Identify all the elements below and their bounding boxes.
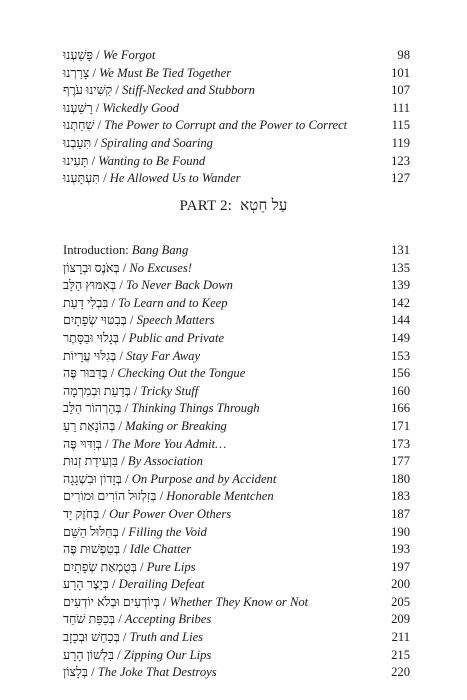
page-number: 193 (391, 542, 410, 557)
toc-entry[interactable]: בְּזָדוֹן וּבִשְׁגָגָה / On Purpose and by Accident 180 (63, 471, 410, 489)
page-number: 197 (391, 559, 410, 574)
page-number: 215 (391, 647, 410, 662)
english-title: The More You Admit… (111, 436, 227, 451)
hebrew-title: צָרַרְנוּ (63, 65, 90, 80)
hebrew-title: קִשִּׁינוּ עֹרֶף (63, 83, 113, 98)
hebrew-title: תִּעַבְנוּ (63, 135, 92, 150)
page-number: 144 (391, 313, 410, 328)
english-title: Truth and Lies (129, 630, 204, 645)
english-title: Pure Lips (146, 559, 196, 574)
hebrew-title: בְּהוֹנָאַת רֵעַ (63, 418, 116, 433)
page-number: 183 (391, 489, 410, 504)
hebrew-title: בְּאִמּוּץ הַלֵּב (63, 278, 117, 293)
toc-entry[interactable]: שִׁחַתְנוּ / The Power to Corrupt and the Power to Correct 115 (63, 117, 410, 135)
hebrew-title: בְּטֻמְאַת שְׂפָתָיִם (63, 559, 137, 574)
hebrew-title: בְּדִבּוּר פֶּה (63, 366, 108, 381)
english-title: Honorable Mentchen (166, 489, 274, 504)
part-2-hebrew: עַל חֵטְא (240, 198, 288, 214)
english-title: Stiff-Necked and Stubborn (122, 83, 255, 98)
hebrew-title: תָּעִינוּ (63, 153, 89, 168)
page-number: 166 (391, 401, 410, 416)
english-title: No Excuses! (129, 260, 192, 275)
hebrew-title: פָּשַׁעְנוּ (63, 48, 93, 62)
hebrew-title: תִּעְתָּעְנוּ (63, 171, 100, 186)
english-title: We Must Be Tied Together (99, 65, 232, 80)
hebrew-title: בְּדַעַת וּבְמִרְמָה (63, 383, 131, 398)
toc-list-part2 (63, 242, 410, 682)
hebrew-title: בְּגָלוּי וּבַסָּתֶר (63, 330, 120, 345)
page-number: 205 (391, 594, 410, 609)
page-number: 180 (391, 471, 410, 486)
page-number: 177 (391, 454, 410, 469)
english-title: We Forgot (102, 48, 156, 62)
toc-entry[interactable]: בְּהַרְהוֹר הַלֵּב / Thinking Things Through 166 (63, 400, 410, 418)
toc-entry[interactable]: בְּטֻמְאַת שְׂפָתָיִם / Pure Lips 197 (63, 559, 410, 577)
toc-entry[interactable]: תִּעְתָּעְנוּ / He Allowed Us to Wander 127 (63, 170, 410, 188)
page-number: 111 (392, 100, 410, 115)
hebrew-title: בִּבְלִי דָעַת (63, 295, 109, 310)
page-number: 209 (391, 612, 410, 627)
part-2-heading (0, 198, 467, 215)
english-title: Making or Breaking (125, 418, 227, 433)
intro-label: Introduction (63, 243, 126, 257)
toc-entry[interactable]: בְּאִמּוּץ הַלֵּב / To Never Back Down 139 (63, 277, 410, 295)
hebrew-title: בְּזִלְזוּל הוֹרִים וּמוֹרִים (63, 489, 157, 504)
toc-entry[interactable]: בְּגָלוּי וּבַסָּתֶר / Public and Private 149 (63, 330, 410, 348)
english-title: The Joke That Destroys (97, 665, 217, 680)
english-title: Our Power Over Others (109, 506, 232, 521)
english-title: Checking Out the Tongue (117, 366, 246, 381)
hebrew-title: בְּיוֹדְעִים וּבְלֹא יוֹדְעִים (63, 594, 160, 609)
hebrew-title: בְּגִלּוּי עֲרָיוֹת (63, 348, 117, 363)
page-number: 139 (391, 278, 410, 293)
page-number: 149 (391, 330, 410, 345)
toc-entry[interactable]: בְּטִפְשׁוּת פֶּה / Idle Chatter 193 (63, 541, 410, 559)
page-number: 200 (391, 577, 410, 592)
toc-entry[interactable]: בְּכַפַּת שֹׁחַד / Accepting Bribes 209 (63, 611, 410, 629)
hebrew-title: בְּכַפַּת שֹׁחַד (63, 612, 116, 627)
hebrew-title: בְּאֹנֶס וּבְרָצוֹן (63, 260, 120, 275)
english-title: He Allowed Us to Wander (109, 171, 241, 186)
english-title: Filling the Void (128, 524, 207, 539)
english-title: To Learn and to Keep (118, 295, 228, 310)
page-number: 123 (391, 153, 410, 168)
toc-entry[interactable]: בְּזִלְזוּל הוֹרִים וּמוֹרִים / Honorable Mentchen 183 (63, 488, 410, 506)
english-title: Derailing Defeat (118, 577, 205, 592)
page-number: 131 (391, 243, 410, 257)
hebrew-title: רָשַׁעְנוּ (63, 100, 93, 115)
page-number: 98 (397, 48, 410, 62)
page-number: 119 (391, 135, 410, 150)
toc-entry[interactable]: רָשַׁעְנוּ / Wickedly Good 111 (63, 100, 410, 118)
toc-entry[interactable]: בְּהוֹנָאַת רֵעַ / Making or Breaking 171 (63, 418, 410, 436)
toc-entry[interactable]: צָרַרְנוּ / We Must Be Tied Together 101 (63, 65, 410, 83)
toc-entry[interactable]: בְּדַעַת וּבְמִרְמָה / Tricky Stuff 160 (63, 383, 410, 401)
hebrew-title: בְּיֵצֶר הָרָע (63, 577, 109, 592)
hebrew-title: בְּלָצוֹן (63, 665, 88, 680)
page-number: 142 (391, 295, 410, 310)
english-title: The Power to Corrupt and the Power to Correct (104, 118, 348, 133)
hebrew-title: בְּזָדוֹן וּבִשְׁגָגָה (63, 471, 122, 486)
part-2-label: PART 2: (179, 198, 233, 214)
toc-entry[interactable]: בְּחִלּוּל הַשֵּׁם / Filling the Void 190 (63, 524, 410, 542)
english-title: On Purpose and by Accident (131, 471, 277, 486)
toc-entry[interactable]: בִּבְלִי דָעַת / To Learn and to Keep 142 (63, 295, 410, 313)
hebrew-title: בְּבִטּוּי שְׂפָתָיִם (63, 313, 127, 328)
toc-entry[interactable]: תָּעִינוּ / Wanting to Be Found 123 (63, 153, 410, 171)
page-number: 190 (391, 524, 410, 539)
page-number: 220 (391, 665, 410, 680)
page-number: 107 (391, 83, 410, 98)
toc-list-part1 (63, 47, 410, 188)
page-number: 173 (391, 436, 410, 451)
english-title: Idle Chatter (129, 542, 192, 557)
english-title: Stay Far Away (126, 348, 201, 363)
english-title: Wickedly Good (102, 100, 179, 115)
toc-entry[interactable]: בְּוִדּוּי פֶּה / The More You Admit… 173 (63, 436, 410, 454)
hebrew-title: שִׁחַתְנוּ (63, 118, 95, 133)
page-number: 153 (391, 348, 410, 363)
toc-entry[interactable]: בְּיוֹדְעִים וּבְלֹא יוֹדְעִים / Whether They Know or Not 205 (63, 594, 410, 612)
english-title: To Never Back Down (126, 278, 233, 293)
english-title: Accepting Bribes (124, 612, 212, 627)
toc-entry[interactable]: בִּוְעִידַת זְנוּת / By Association 177 (63, 453, 410, 471)
english-title: Wanting to Be Found (98, 153, 206, 168)
english-title: Public and Private (128, 330, 225, 345)
hebrew-title: בְּחִלּוּל הַשֵּׁם (63, 524, 119, 539)
page-number: 171 (391, 418, 410, 433)
english-title: Tricky Stuff (140, 383, 199, 398)
toc-entry-introduction[interactable]: Introduction: Bang Bang 131 (63, 242, 410, 260)
toc-entry[interactable]: בְּבִטּוּי שְׂפָתָיִם / Speech Matters 144 (63, 312, 410, 330)
hebrew-title: בִּוְעִידַת זְנוּת (63, 454, 119, 469)
page-number: 101 (391, 65, 410, 80)
english-title: Spiraling and Soaring (101, 135, 213, 150)
toc-entry[interactable]: בְּיֵצֶר הָרָע / Derailing Defeat 200 (63, 576, 410, 594)
english-title: By Association (127, 454, 203, 469)
english-title: Speech Matters (136, 313, 215, 328)
toc-entry[interactable]: פָּשַׁעְנוּ / We Forgot 98 (63, 47, 410, 65)
page-number: 156 (391, 366, 410, 381)
toc-entry[interactable]: בְּאֹנֶס וּבְרָצוֹן / No Excuses! 135 (63, 260, 410, 278)
page-number: 160 (391, 383, 410, 398)
hebrew-title: בְּחֹזֶק יָד (63, 506, 100, 521)
english-title: Thinking Things Through (131, 401, 260, 416)
english-title: Zipping Our Lips (123, 647, 212, 662)
hebrew-title: בִּלְשׁוֹן הָרָע (63, 647, 115, 662)
toc-entry[interactable]: בְּחֹזֶק יָד / Our Power Over Others 187 (63, 506, 410, 524)
toc-entry[interactable]: קִשִּׁינוּ עֹרֶף / Stiff-Necked and Stubborn 107 (63, 82, 410, 100)
page-number: 115 (391, 118, 410, 133)
page-number: 127 (391, 171, 410, 186)
intro-title: Bang Bang (131, 243, 189, 257)
toc-entry[interactable]: תִּעַבְנוּ / Spiraling and Soaring 119 (63, 135, 410, 153)
toc-entry[interactable]: בִּלְשׁוֹן הָרָע / Zipping Our Lips 215 (63, 647, 410, 665)
hebrew-title: בְּכַחַשׁ וּבְכָזָב (63, 630, 120, 645)
toc-entry[interactable]: בְּדִבּוּר פֶּה / Checking Out the Tongue 156 (63, 365, 410, 383)
toc-entry[interactable]: בְּלָצוֹן / The Joke That Destroys 220 (63, 664, 410, 682)
english-title: Whether They Know or Not (169, 594, 309, 609)
hebrew-title: בְּטִפְשׁוּת פֶּה (63, 542, 121, 557)
toc-entry[interactable]: בְּגִלּוּי עֲרָיוֹת / Stay Far Away 153 (63, 348, 410, 366)
hebrew-title: בְּהַרְהוֹר הַלֵּב (63, 401, 122, 416)
page-number: 135 (391, 260, 410, 275)
toc-entry[interactable]: בְּכַחַשׁ וּבְכָזָב / Truth and Lies 211 (63, 629, 410, 647)
hebrew-title: בְּוִדּוּי פֶּה (63, 436, 102, 451)
page-number: 211 (391, 630, 410, 645)
page-number: 187 (391, 506, 410, 521)
